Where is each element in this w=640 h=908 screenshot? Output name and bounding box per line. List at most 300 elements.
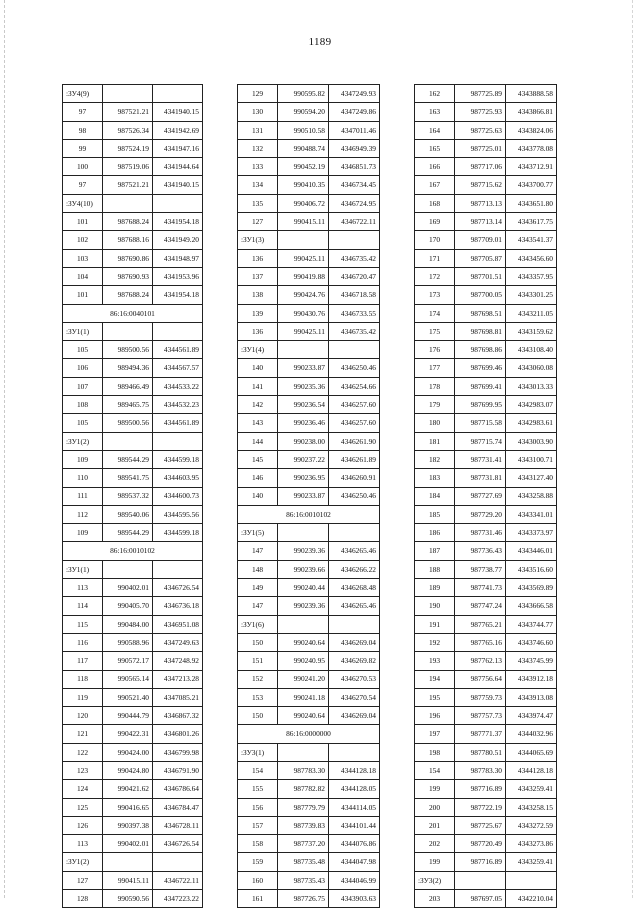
point-number: 119 bbox=[63, 688, 103, 706]
point-number: 173 bbox=[415, 286, 455, 304]
table-row bbox=[63, 139, 203, 157]
y-coordinate: 4343259.41 bbox=[506, 853, 557, 871]
x-coordinate: 987722.19 bbox=[455, 798, 506, 816]
x-coordinate: 987731.46 bbox=[455, 524, 506, 542]
y-coordinate: 4343446.01 bbox=[506, 542, 557, 560]
y-coordinate: 4342210.04 bbox=[506, 890, 557, 908]
x-coordinate: 990238.00 bbox=[278, 432, 329, 450]
y-coordinate: 4344065.69 bbox=[506, 743, 557, 761]
x-coordinate: 987717.06 bbox=[455, 158, 506, 176]
table-row bbox=[63, 505, 203, 523]
y-coordinate: 4343013.33 bbox=[506, 377, 557, 395]
x-coordinate: 987735.43 bbox=[278, 871, 329, 889]
y-coordinate: 4346720.47 bbox=[329, 267, 380, 285]
point-number: 110 bbox=[63, 469, 103, 487]
table-row bbox=[415, 487, 557, 505]
table-row bbox=[415, 725, 557, 743]
x-coordinate: 990594.20 bbox=[278, 103, 329, 121]
table-row bbox=[63, 780, 203, 798]
point-number: 203 bbox=[415, 890, 455, 908]
empty-cell bbox=[153, 194, 203, 212]
y-coordinate: 4343745.99 bbox=[506, 652, 557, 670]
table-row bbox=[238, 414, 380, 432]
y-coordinate: 4344561.89 bbox=[153, 414, 203, 432]
x-coordinate: 990452.19 bbox=[278, 158, 329, 176]
table-row bbox=[415, 176, 557, 194]
point-number: 167 bbox=[415, 176, 455, 194]
y-coordinate: 4347011.46 bbox=[329, 121, 380, 139]
parcel-section-row bbox=[238, 524, 380, 542]
point-number: 117 bbox=[63, 652, 103, 670]
x-coordinate: 990239.36 bbox=[278, 542, 329, 560]
table-row bbox=[63, 176, 203, 194]
parcel-section-row bbox=[238, 231, 380, 249]
table-row bbox=[238, 158, 380, 176]
y-coordinate: 4343569.89 bbox=[506, 579, 557, 597]
table-row bbox=[63, 377, 203, 395]
y-coordinate: 4341954.18 bbox=[153, 286, 203, 304]
x-coordinate: 987731.81 bbox=[455, 469, 506, 487]
x-coordinate: 990397.38 bbox=[103, 816, 153, 834]
x-coordinate: 987736.43 bbox=[455, 542, 506, 560]
parcel-section-row bbox=[63, 560, 203, 578]
x-coordinate: 987762.13 bbox=[455, 652, 506, 670]
x-coordinate: 987521.21 bbox=[103, 176, 153, 194]
y-coordinate: 4343211.05 bbox=[506, 304, 557, 322]
point-number: 152 bbox=[238, 670, 278, 688]
x-coordinate: 987720.49 bbox=[455, 835, 506, 853]
y-coordinate: 4344128.18 bbox=[506, 761, 557, 779]
x-coordinate: 987782.82 bbox=[278, 780, 329, 798]
x-coordinate: 990488.74 bbox=[278, 139, 329, 157]
table-row bbox=[63, 469, 203, 487]
point-number: 169 bbox=[415, 213, 455, 231]
y-coordinate: 4343651.80 bbox=[506, 194, 557, 212]
point-number: 140 bbox=[238, 487, 278, 505]
y-coordinate: 4346851.73 bbox=[329, 158, 380, 176]
x-coordinate: 990235.36 bbox=[278, 377, 329, 395]
y-coordinate: 4347248.92 bbox=[153, 652, 203, 670]
point-number: 103 bbox=[63, 249, 103, 267]
x-coordinate: 989494.36 bbox=[103, 359, 153, 377]
y-coordinate: 4344047.98 bbox=[329, 853, 380, 871]
x-coordinate: 987526.34 bbox=[103, 121, 153, 139]
x-coordinate: 990405.70 bbox=[103, 597, 153, 615]
x-coordinate: 990406.72 bbox=[278, 194, 329, 212]
point-number: 190 bbox=[415, 597, 455, 615]
table-row bbox=[238, 707, 380, 725]
table-row bbox=[238, 432, 380, 450]
x-coordinate: 990419.88 bbox=[278, 267, 329, 285]
point-number: 112 bbox=[63, 505, 103, 523]
cadastral-block-row bbox=[63, 542, 203, 560]
y-coordinate: 4346733.55 bbox=[329, 304, 380, 322]
y-coordinate: 4341953.96 bbox=[153, 267, 203, 285]
page-number: 1189 bbox=[308, 36, 332, 48]
table-row bbox=[63, 396, 203, 414]
table-row bbox=[63, 633, 203, 651]
point-number: 142 bbox=[238, 396, 278, 414]
parcel-label: :ЗУ1(1) bbox=[63, 322, 103, 340]
point-number: 97 bbox=[63, 176, 103, 194]
y-coordinate: 4346254.66 bbox=[329, 377, 380, 395]
y-coordinate: 4346265.46 bbox=[329, 542, 380, 560]
point-number: 172 bbox=[415, 267, 455, 285]
x-coordinate: 990236.46 bbox=[278, 414, 329, 432]
y-coordinate: 4343259.41 bbox=[506, 780, 557, 798]
table-row bbox=[238, 835, 380, 853]
y-coordinate: 4346799.98 bbox=[153, 743, 203, 761]
x-coordinate: 987715.58 bbox=[455, 414, 506, 432]
table-row bbox=[415, 158, 557, 176]
parcel-section-row bbox=[63, 85, 203, 103]
table-row bbox=[415, 377, 557, 395]
parcel-label: :ЗУ3(2) bbox=[415, 871, 455, 889]
point-number: 99 bbox=[63, 139, 103, 157]
x-coordinate: 987765.21 bbox=[455, 615, 506, 633]
x-coordinate: 989544.29 bbox=[103, 450, 153, 468]
empty-cell bbox=[329, 341, 380, 359]
table-row bbox=[63, 670, 203, 688]
point-number: 183 bbox=[415, 469, 455, 487]
x-coordinate: 987700.05 bbox=[455, 286, 506, 304]
cadastral-block-row bbox=[63, 304, 203, 322]
y-coordinate: 4343866.81 bbox=[506, 103, 557, 121]
point-number: 126 bbox=[63, 816, 103, 834]
x-coordinate: 990588.96 bbox=[103, 633, 153, 651]
y-coordinate: 4344101.44 bbox=[329, 816, 380, 834]
parcel-label: :ЗУ1(5) bbox=[238, 524, 278, 542]
y-coordinate: 4344076.86 bbox=[329, 835, 380, 853]
point-number: 199 bbox=[415, 780, 455, 798]
table-row bbox=[63, 798, 203, 816]
point-number: 121 bbox=[63, 725, 103, 743]
y-coordinate: 4347085.21 bbox=[153, 688, 203, 706]
y-coordinate: 4341942.69 bbox=[153, 121, 203, 139]
x-coordinate: 990241.18 bbox=[278, 688, 329, 706]
point-number: 127 bbox=[63, 871, 103, 889]
x-coordinate: 987705.87 bbox=[455, 249, 506, 267]
x-coordinate: 990595.82 bbox=[278, 85, 329, 103]
x-coordinate: 987701.51 bbox=[455, 267, 506, 285]
y-coordinate: 4343003.90 bbox=[506, 432, 557, 450]
point-number: 160 bbox=[238, 871, 278, 889]
point-number: 143 bbox=[238, 414, 278, 432]
y-coordinate: 4343617.75 bbox=[506, 213, 557, 231]
point-number: 151 bbox=[238, 652, 278, 670]
x-coordinate: 990402.01 bbox=[103, 579, 153, 597]
table-row bbox=[238, 816, 380, 834]
x-coordinate: 987716.89 bbox=[455, 853, 506, 871]
point-number: 185 bbox=[415, 505, 455, 523]
point-number: 191 bbox=[415, 615, 455, 633]
table-row bbox=[415, 579, 557, 597]
point-number: 102 bbox=[63, 231, 103, 249]
x-coordinate: 989500.56 bbox=[103, 341, 153, 359]
y-coordinate: 4346726.54 bbox=[153, 579, 203, 597]
y-coordinate: 4343258.88 bbox=[506, 487, 557, 505]
y-coordinate: 4341944.64 bbox=[153, 158, 203, 176]
x-coordinate: 990572.17 bbox=[103, 652, 153, 670]
y-coordinate: 4343373.97 bbox=[506, 524, 557, 542]
y-coordinate: 4347249.93 bbox=[329, 85, 380, 103]
x-coordinate: 987739.83 bbox=[278, 816, 329, 834]
point-number: 105 bbox=[63, 341, 103, 359]
x-coordinate: 987709.01 bbox=[455, 231, 506, 249]
table-row bbox=[238, 377, 380, 395]
x-coordinate: 987737.20 bbox=[278, 835, 329, 853]
x-coordinate: 990239.66 bbox=[278, 560, 329, 578]
y-coordinate: 4346735.42 bbox=[329, 249, 380, 267]
y-coordinate: 4346260.91 bbox=[329, 469, 380, 487]
point-number: 164 bbox=[415, 121, 455, 139]
x-coordinate: 990521.40 bbox=[103, 688, 153, 706]
point-number: 161 bbox=[238, 890, 278, 908]
empty-cell bbox=[329, 615, 380, 633]
point-number: 104 bbox=[63, 267, 103, 285]
table-row bbox=[415, 798, 557, 816]
y-coordinate: 4346269.82 bbox=[329, 652, 380, 670]
table-row bbox=[63, 286, 203, 304]
x-coordinate: 990430.76 bbox=[278, 304, 329, 322]
point-number: 150 bbox=[238, 633, 278, 651]
point-number: 147 bbox=[238, 542, 278, 560]
point-number: 109 bbox=[63, 450, 103, 468]
x-coordinate: 987699.41 bbox=[455, 377, 506, 395]
y-coordinate: 4346261.90 bbox=[329, 432, 380, 450]
table-row bbox=[415, 103, 557, 121]
point-number: 197 bbox=[415, 725, 455, 743]
x-coordinate: 987735.48 bbox=[278, 853, 329, 871]
x-coordinate: 987783.30 bbox=[455, 761, 506, 779]
x-coordinate: 987699.95 bbox=[455, 396, 506, 414]
point-number: 145 bbox=[238, 450, 278, 468]
table-row bbox=[63, 725, 203, 743]
table-row bbox=[238, 139, 380, 157]
table-row bbox=[238, 176, 380, 194]
point-number: 113 bbox=[63, 579, 103, 597]
empty-cell bbox=[278, 615, 329, 633]
x-coordinate: 990241.20 bbox=[278, 670, 329, 688]
x-coordinate: 990510.58 bbox=[278, 121, 329, 139]
point-number: 134 bbox=[238, 176, 278, 194]
table-row bbox=[238, 633, 380, 651]
point-number: 162 bbox=[415, 85, 455, 103]
table-row bbox=[63, 524, 203, 542]
y-coordinate: 4343127.40 bbox=[506, 469, 557, 487]
table-row bbox=[415, 670, 557, 688]
point-number: 123 bbox=[63, 761, 103, 779]
x-coordinate: 987725.93 bbox=[455, 103, 506, 121]
table-row bbox=[238, 780, 380, 798]
y-coordinate: 4341940.15 bbox=[153, 103, 203, 121]
empty-cell bbox=[329, 231, 380, 249]
point-number: 122 bbox=[63, 743, 103, 761]
empty-cell bbox=[103, 432, 153, 450]
point-number: 132 bbox=[238, 139, 278, 157]
point-number: 128 bbox=[63, 890, 103, 908]
x-coordinate: 987698.86 bbox=[455, 341, 506, 359]
parcel-section-row bbox=[238, 341, 380, 359]
point-number: 184 bbox=[415, 487, 455, 505]
y-coordinate: 4346736.18 bbox=[153, 597, 203, 615]
table-row bbox=[63, 743, 203, 761]
y-coordinate: 4343516.60 bbox=[506, 560, 557, 578]
cadastral-block-row bbox=[238, 725, 380, 743]
empty-cell bbox=[329, 524, 380, 542]
x-coordinate: 990424.80 bbox=[103, 761, 153, 779]
table-row bbox=[415, 707, 557, 725]
table-row bbox=[63, 450, 203, 468]
x-coordinate: 990237.22 bbox=[278, 450, 329, 468]
x-coordinate: 990240.44 bbox=[278, 579, 329, 597]
table-row bbox=[415, 249, 557, 267]
parcel-label: :ЗУ1(2) bbox=[63, 853, 103, 871]
point-number: 175 bbox=[415, 322, 455, 340]
point-number: 163 bbox=[415, 103, 455, 121]
table-row bbox=[238, 103, 380, 121]
empty-cell bbox=[153, 560, 203, 578]
table-row bbox=[238, 213, 380, 231]
x-coordinate: 987780.51 bbox=[455, 743, 506, 761]
parcel-label: :ЗУ1(1) bbox=[63, 560, 103, 578]
point-number: 131 bbox=[238, 121, 278, 139]
parcel-label: :ЗУ4(10) bbox=[63, 194, 103, 212]
y-coordinate: 4343700.77 bbox=[506, 176, 557, 194]
point-number: 101 bbox=[63, 286, 103, 304]
empty-cell bbox=[153, 322, 203, 340]
empty-cell bbox=[153, 853, 203, 871]
point-number: 194 bbox=[415, 670, 455, 688]
table-row bbox=[238, 670, 380, 688]
point-number: 107 bbox=[63, 377, 103, 395]
table-row bbox=[238, 579, 380, 597]
point-number: 166 bbox=[415, 158, 455, 176]
table-row bbox=[63, 615, 203, 633]
y-coordinate: 4344599.18 bbox=[153, 450, 203, 468]
point-number: 157 bbox=[238, 816, 278, 834]
point-number: 181 bbox=[415, 432, 455, 450]
parcel-label: :ЗУ1(4) bbox=[238, 341, 278, 359]
parcel-section-row bbox=[63, 432, 203, 450]
y-coordinate: 4347249.63 bbox=[153, 633, 203, 651]
coordinates-table-column-3 bbox=[414, 84, 557, 908]
empty-cell bbox=[455, 871, 506, 889]
table-row bbox=[415, 597, 557, 615]
x-coordinate: 990415.11 bbox=[103, 871, 153, 889]
table-row bbox=[238, 450, 380, 468]
point-number: 136 bbox=[238, 249, 278, 267]
y-coordinate: 4346784.47 bbox=[153, 798, 203, 816]
y-coordinate: 4344603.95 bbox=[153, 469, 203, 487]
point-number: 171 bbox=[415, 249, 455, 267]
parcel-section-row bbox=[415, 871, 557, 889]
y-coordinate: 4341947.16 bbox=[153, 139, 203, 157]
table-row bbox=[415, 432, 557, 450]
x-coordinate: 987690.93 bbox=[103, 267, 153, 285]
y-coordinate: 4346801.26 bbox=[153, 725, 203, 743]
point-number: 174 bbox=[415, 304, 455, 322]
point-number: 156 bbox=[238, 798, 278, 816]
table-row bbox=[63, 652, 203, 670]
x-coordinate: 987715.62 bbox=[455, 176, 506, 194]
table-row bbox=[238, 597, 380, 615]
point-number: 188 bbox=[415, 560, 455, 578]
y-coordinate: 4346257.60 bbox=[329, 414, 380, 432]
point-number: 130 bbox=[238, 103, 278, 121]
table-row bbox=[415, 213, 557, 231]
x-coordinate: 987688.16 bbox=[103, 231, 153, 249]
y-coordinate: 4346269.04 bbox=[329, 633, 380, 651]
empty-cell bbox=[278, 524, 329, 542]
table-row bbox=[238, 890, 380, 908]
y-coordinate: 4344561.89 bbox=[153, 341, 203, 359]
table-row bbox=[63, 359, 203, 377]
y-coordinate: 4346261.89 bbox=[329, 450, 380, 468]
point-number: 114 bbox=[63, 597, 103, 615]
table-row bbox=[63, 231, 203, 249]
x-coordinate: 987713.14 bbox=[455, 213, 506, 231]
x-coordinate: 990565.14 bbox=[103, 670, 153, 688]
parcel-label: :ЗУ1(6) bbox=[238, 615, 278, 633]
parcel-section-row bbox=[63, 194, 203, 212]
y-coordinate: 4343913.08 bbox=[506, 688, 557, 706]
table-row bbox=[238, 761, 380, 779]
x-coordinate: 990484.00 bbox=[103, 615, 153, 633]
table-row bbox=[238, 85, 380, 103]
table-row bbox=[415, 853, 557, 871]
table-row bbox=[63, 414, 203, 432]
y-coordinate: 4346734.45 bbox=[329, 176, 380, 194]
y-coordinate: 4344114.05 bbox=[329, 798, 380, 816]
y-coordinate: 4341949.20 bbox=[153, 231, 203, 249]
point-number: 168 bbox=[415, 194, 455, 212]
table-row bbox=[415, 890, 557, 908]
table-row bbox=[415, 780, 557, 798]
y-coordinate: 4342983.07 bbox=[506, 396, 557, 414]
point-number: 120 bbox=[63, 707, 103, 725]
point-number: 105 bbox=[63, 414, 103, 432]
x-coordinate: 987725.67 bbox=[455, 816, 506, 834]
point-number: 186 bbox=[415, 524, 455, 542]
y-coordinate: 4346726.54 bbox=[153, 835, 203, 853]
x-coordinate: 987771.37 bbox=[455, 725, 506, 743]
table-row bbox=[415, 194, 557, 212]
x-coordinate: 990425.11 bbox=[278, 249, 329, 267]
x-coordinate: 990240.64 bbox=[278, 633, 329, 651]
table-row bbox=[63, 688, 203, 706]
x-coordinate: 987759.73 bbox=[455, 688, 506, 706]
y-coordinate: 4343272.59 bbox=[506, 816, 557, 834]
y-coordinate: 4343912.18 bbox=[506, 670, 557, 688]
empty-cell bbox=[278, 341, 329, 359]
x-coordinate: 990444.79 bbox=[103, 707, 153, 725]
point-number: 158 bbox=[238, 835, 278, 853]
point-number: 138 bbox=[238, 286, 278, 304]
scan-right-edge bbox=[632, 0, 634, 898]
point-number: 179 bbox=[415, 396, 455, 414]
point-number: 182 bbox=[415, 450, 455, 468]
point-number: 116 bbox=[63, 633, 103, 651]
table-row bbox=[415, 286, 557, 304]
y-coordinate: 4346270.54 bbox=[329, 688, 380, 706]
x-coordinate: 987715.74 bbox=[455, 432, 506, 450]
y-coordinate: 4346867.32 bbox=[153, 707, 203, 725]
parcel-label: :ЗУ1(3) bbox=[238, 231, 278, 249]
x-coordinate: 989541.75 bbox=[103, 469, 153, 487]
point-number: 125 bbox=[63, 798, 103, 816]
parcel-section-row bbox=[63, 853, 203, 871]
